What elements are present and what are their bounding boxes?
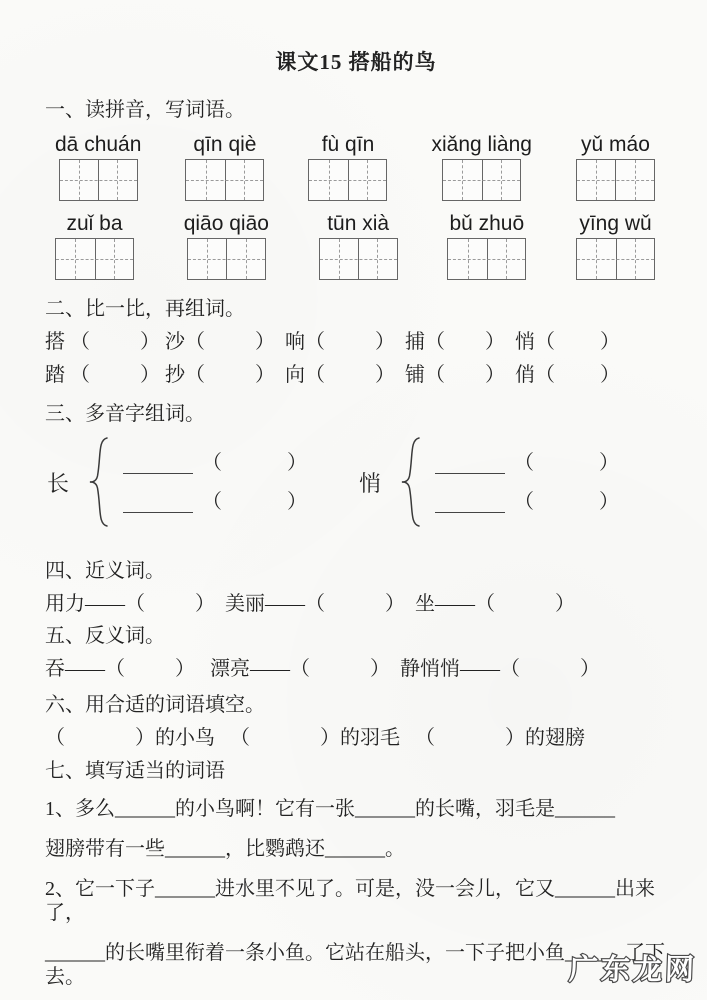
pinyin-label: zuǐ ba: [66, 212, 123, 236]
compare-words-row-1: 搭 （ ） 沙（ ） 响（ ） 捕（ ） 悄（ ）: [45, 331, 620, 354]
polyphone-char: 长: [47, 470, 70, 496]
pinyin-label: bǔ zhuō: [449, 212, 525, 236]
pinyin-label: yǔ máo: [581, 133, 650, 156]
polyphone-char: 悄: [359, 470, 382, 496]
section4-heading: 四、近义词。: [45, 560, 165, 583]
writing-grid-box: [576, 238, 655, 280]
writing-grid-box: [187, 238, 266, 280]
polyphone-group-qiao: [359, 436, 619, 528]
pinyin-row-1: [55, 134, 655, 201]
pinyin-label: dā chuán: [55, 133, 142, 156]
writing-grid-box: [442, 159, 521, 201]
writing-grid-box: [319, 238, 398, 280]
polyphone-rows: [123, 452, 307, 513]
answer-underline: [123, 495, 193, 513]
pinyin-word-column: [185, 134, 264, 201]
section2-heading: 二、比一比，再组词。: [45, 298, 245, 321]
section1-heading: 一、读拼音，写词语。: [45, 99, 245, 121]
pinyin-label: qiāo qiāo: [183, 212, 269, 236]
writing-grid-box: [185, 159, 264, 201]
fill-sentence-line: 1、多么______的小鸟啊！它有一张______的长嘴，羽毛是______: [45, 798, 615, 821]
pinyin-label: yīng wǔ: [579, 212, 652, 236]
answer-parens: （ ）: [514, 451, 620, 474]
section6-heading: 六、用合适的词语填空。: [45, 694, 265, 717]
answer-parens: （ ）: [202, 451, 308, 474]
pinyin-label: fù qīn: [321, 133, 375, 156]
curly-brace-icon: [398, 436, 422, 528]
pinyin-word-column: [576, 134, 655, 201]
pinyin-word-column: [319, 213, 398, 280]
pinyin-label: qīn qiè: [193, 133, 257, 156]
writing-grid-box: [308, 159, 387, 201]
answer-parens: （ ）: [202, 490, 308, 513]
section7-heading: 七、填写适当的词语: [45, 760, 225, 783]
section5-heading: 五、反义词。: [45, 625, 165, 648]
curly-brace-icon: [86, 436, 110, 528]
polyphone-answer-row: [435, 452, 619, 474]
answer-parens: （ ）: [514, 490, 620, 513]
compare-words-row-2: 踏 （ ） 抄（ ） 向（ ） 铺（ ） 俏（ ）: [45, 364, 620, 387]
polyphone-group-chang: [47, 436, 307, 528]
polyphone-area: [47, 434, 667, 530]
fill-sentence-line: 2、它一下子______进水里不见了。可是，没一会儿，它又______出来了，: [45, 878, 655, 925]
antonym-row: 吞——（ ） 漂亮——（ ） 静悄悄——（ ）: [45, 658, 600, 681]
pinyin-word-column: [55, 213, 134, 280]
polyphone-answer-row: [435, 491, 619, 513]
answer-underline: [435, 456, 505, 474]
polyphone-rows: [435, 452, 619, 513]
pinyin-word-column: [576, 213, 655, 280]
pinyin-label: tūn xià: [327, 212, 390, 236]
pinyin-word-column: [432, 134, 532, 201]
answer-underline: [123, 456, 193, 474]
fill-words-row: （ ）的小鸟 （ ）的羽毛 （ ）的翅膀: [45, 727, 585, 750]
writing-grid-box: [55, 238, 134, 280]
pinyin-word-column: [55, 134, 141, 201]
pinyin-row-2: [55, 213, 655, 280]
pinyin-label: xiǎng liàng: [431, 133, 532, 156]
synonym-row: 用力——（ ） 美丽——（ ） 坐——（ ）: [45, 593, 575, 616]
page-title: 课文15 搭船的鸟: [275, 50, 437, 74]
section3-heading: 三、多音字组词。: [45, 403, 205, 426]
fill-sentence-line: ______的长嘴里衔着一条小鱼。它站在船头，一下子把小鱼______了下去。: [45, 942, 665, 989]
writing-grid-box: [59, 159, 138, 201]
pinyin-word-column: [447, 213, 526, 280]
writing-grid-box: [447, 238, 526, 280]
pinyin-word-column: [184, 213, 269, 280]
fill-sentence-line: 翅膀带有一些______，比鹦鹉还______。: [45, 838, 405, 861]
answer-underline: [435, 495, 505, 513]
polyphone-answer-row: [123, 491, 307, 513]
watermark: 广东龙网: [568, 952, 698, 986]
writing-grid-box: [576, 159, 655, 201]
polyphone-answer-row: [123, 452, 307, 474]
pinyin-word-column: [308, 134, 387, 201]
